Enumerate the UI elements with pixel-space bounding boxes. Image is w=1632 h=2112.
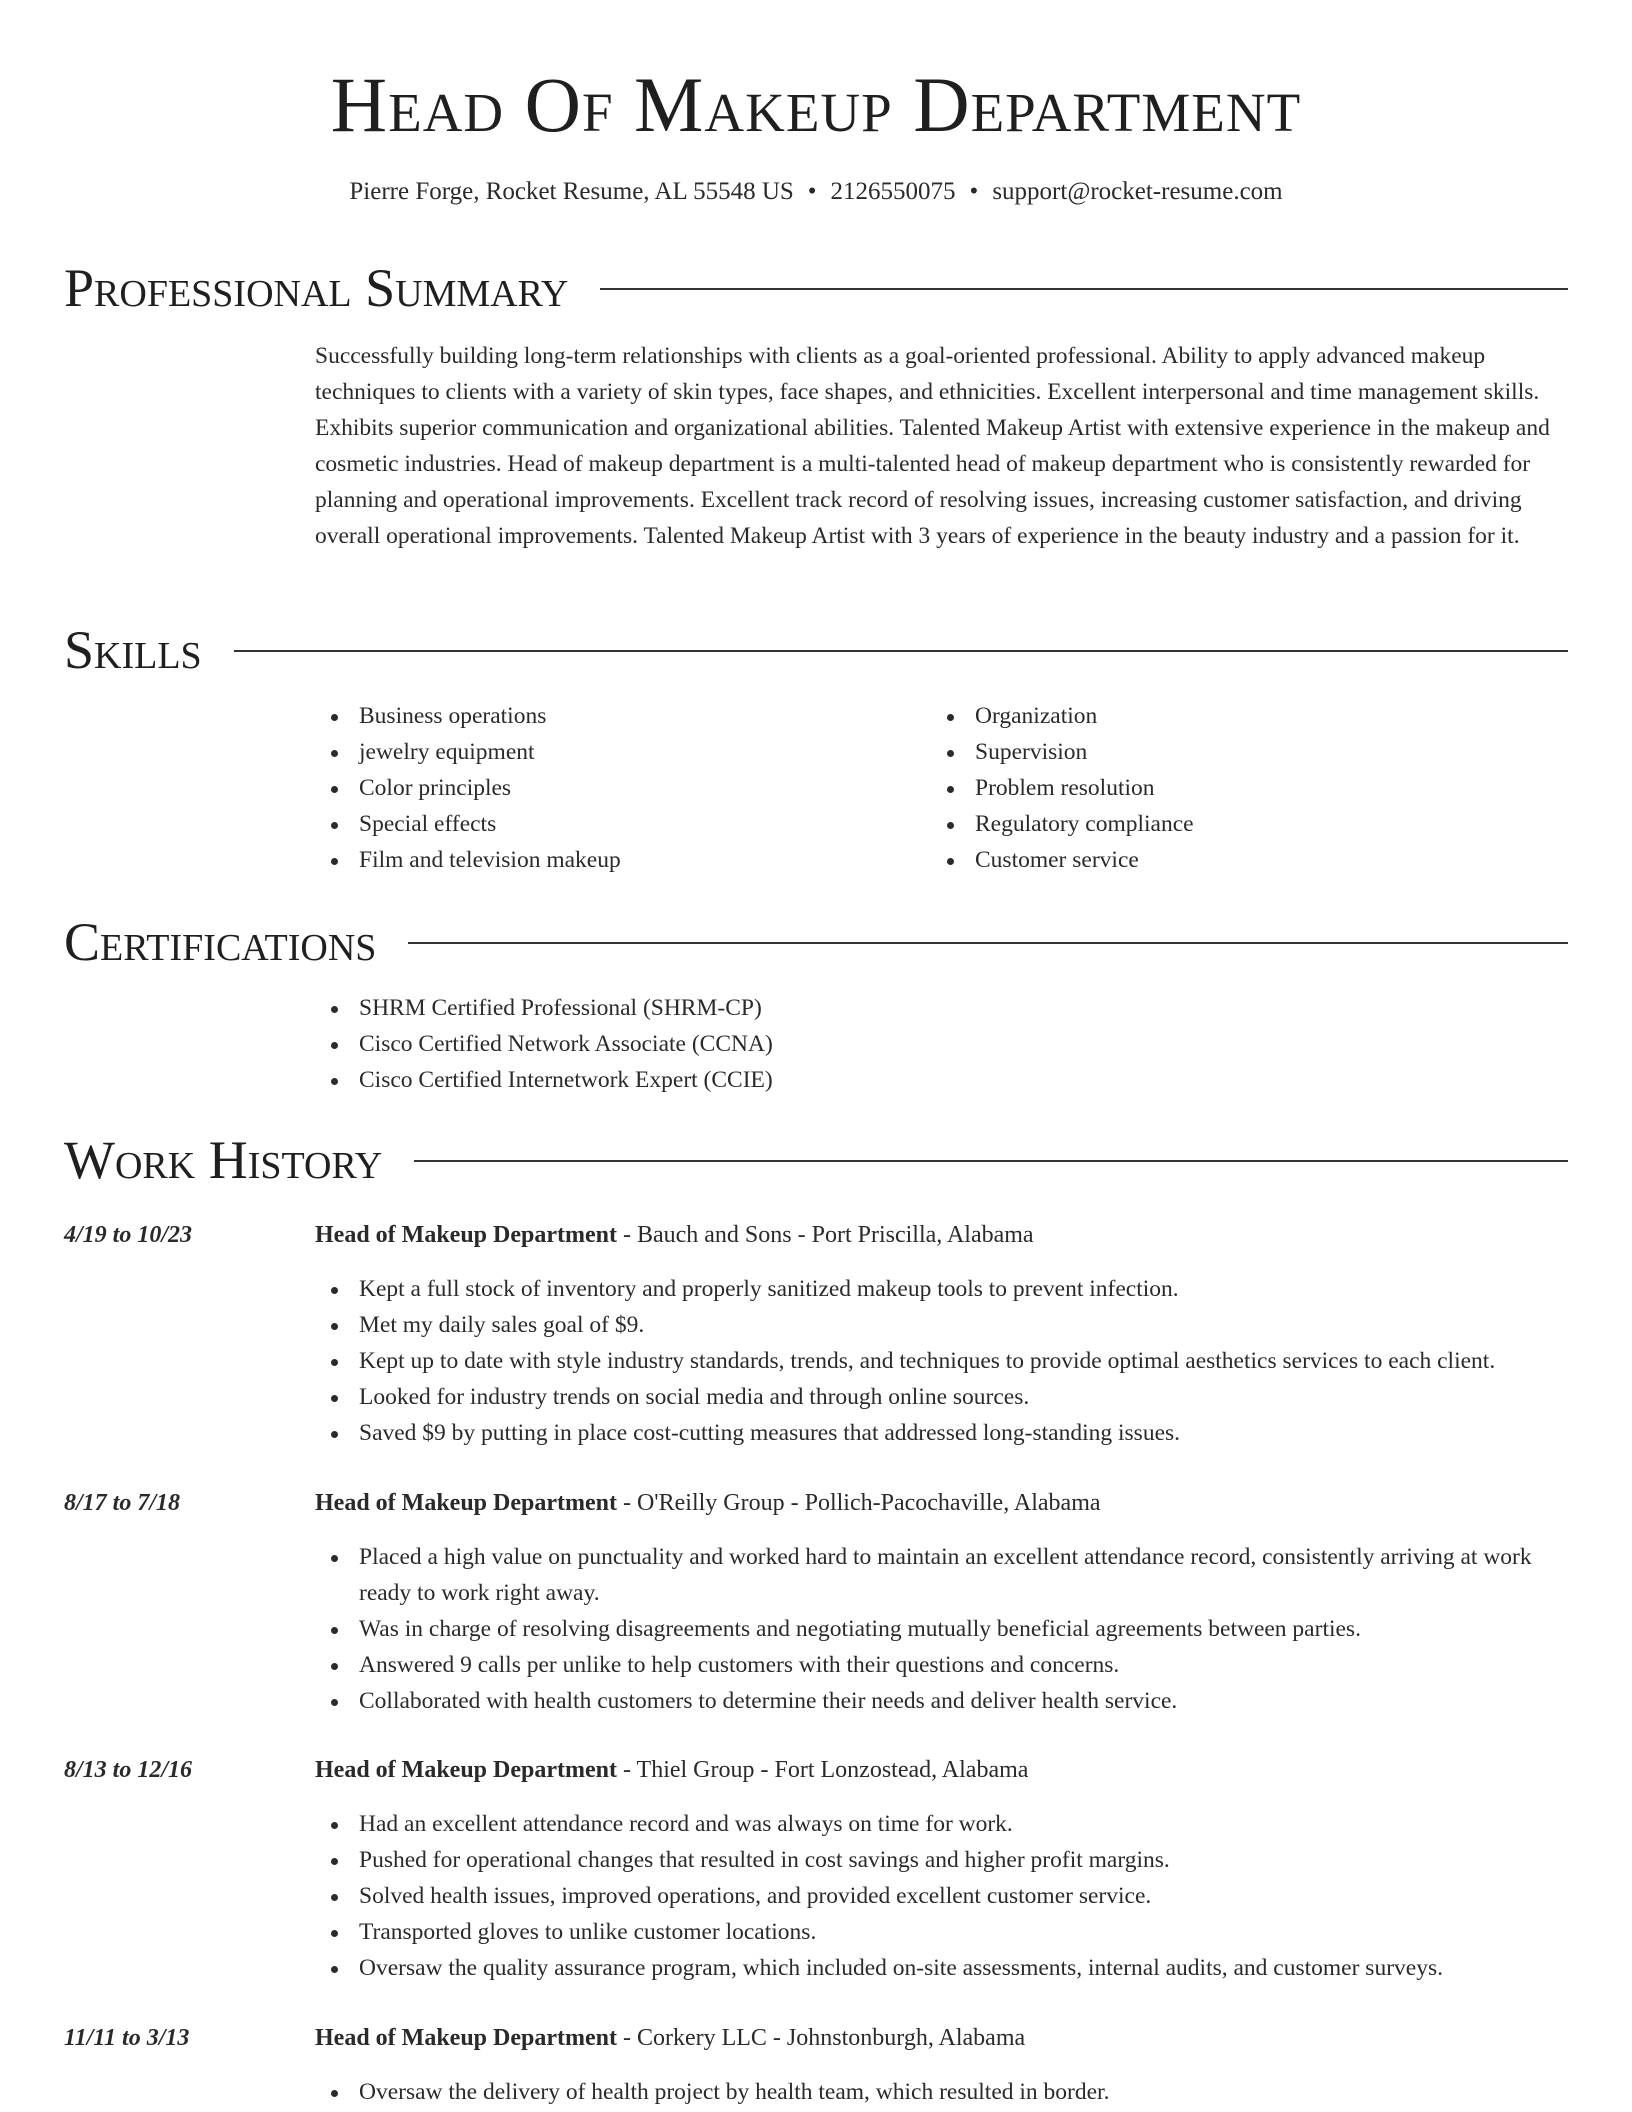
job-bullet: Kept up to date with style industry standards, trends, and techniques to provide optimal aesthetics services to each client.: [315, 1343, 1568, 1379]
job-bullet: Solved health issues, improved operations, and provided excellent customer service.: [315, 1878, 1568, 1914]
skill-item: Color principles: [315, 770, 915, 806]
summary-text: Successfully building long-term relationships with clients as a goal-oriented professional. Ability to apply advanced makeup techniques to clients with a variety of skin types, face shapes, and ethnicities. Excellent interpersonal and time management skills. Exhibits superior communication and organizational abilities. Talented Makeup Artist with extensive experience in the makeup and cosmetic industries. Head of makeup department is a multi-talented head of makeup department who is consistently rewarded for planning and operational improvements. Excellent track record of resolving issues, increasing customer satisfaction, and driving overall operational improvements. Talented Makeup Artist with 3 years of experience in the beauty industry and a passion for it.: [315, 343, 1550, 549]
contact-email: support@rocket-resume.com: [992, 178, 1283, 205]
job-bullet: Transported gloves to unlike customer locations.: [315, 1914, 1568, 1950]
skills-section-header: [64, 620, 1568, 680]
section-divider: [234, 650, 1568, 652]
skill-item: Film and television makeup: [315, 842, 915, 878]
job-dates: 11/11 to 3/13: [64, 2025, 190, 2051]
skill-item: Organization: [931, 698, 1531, 734]
certification-item: SHRM Certified Professional (SHRM-CP): [315, 990, 1515, 1026]
job-dates: 8/17 to 7/18: [64, 1490, 181, 1516]
contact-address: Pierre Forge, Rocket Resume, AL 55548 US: [349, 178, 794, 205]
skill-item: Problem resolution: [931, 770, 1531, 806]
resume-title: Head Of Makeup Department: [330, 61, 1302, 148]
skills-section-title: Skills: [64, 620, 202, 680]
contact-line: [64, 175, 1568, 209]
job-bullets: [315, 1539, 1568, 1719]
certification-item: Cisco Certified Network Associate (CCNA): [315, 1026, 1515, 1062]
contact-phone: 2126550075: [830, 178, 956, 205]
job-company: - Corkery LLC - Johnstonburgh, Alabama: [616, 2025, 1026, 2051]
job-bullet: Answered 9 calls per unlike to help customers with their questions and concerns.: [315, 1647, 1568, 1683]
skill-item: Supervision: [931, 734, 1531, 770]
certifications-section-title: Certifications: [64, 912, 377, 972]
job-bullet: Was in charge of resolving disagreements and negotiating mutually beneficial agreements between parties.: [315, 1611, 1568, 1647]
job-header: [315, 2020, 1025, 2056]
skill-item: Customer service: [931, 842, 1531, 878]
job-bullet: Met my daily sales goal of $9.: [315, 1307, 1568, 1343]
job-header: [315, 1485, 1101, 1521]
job-role: Head of Makeup Department: [315, 1757, 617, 1783]
job-bullet: Looked for industry trends on social media and through online sources.: [315, 1379, 1568, 1415]
section-divider: [414, 1160, 1568, 1162]
job-role: Head of Makeup Department: [315, 2025, 617, 2051]
skills-list-right: [931, 698, 1531, 878]
skills-list-left: [315, 698, 915, 878]
certifications-list: [315, 990, 1515, 1098]
job-role: Head of Makeup Department: [315, 1490, 617, 1516]
job-bullets: [315, 1806, 1568, 1986]
contact-separator: •: [807, 178, 817, 205]
summary-section-title: Professional Summary: [64, 258, 569, 318]
job-bullet: Placed a high value on punctuality and worked hard to maintain an excellent attendance record, consistently arriving at work ready to work right away.: [315, 1539, 1568, 1611]
job-bullet: Saved $9 by putting in place cost-cutting measures that addressed long-standing issues.: [315, 1415, 1568, 1451]
job-dates: 8/13 to 12/16: [64, 1757, 193, 1783]
job-bullets: [315, 1271, 1568, 1451]
summary-section-header: [64, 258, 1568, 318]
job-bullet: Oversaw the delivery of health project by health team, which resulted in border.: [315, 2074, 1568, 2110]
job-role: Head of Makeup Department: [315, 1222, 617, 1248]
job-bullet: Oversaw the quality assurance program, which included on-site assessments, internal audits, and customer surveys.: [315, 1950, 1568, 1986]
job-bullet: Had an excellent attendance record and was always on time for work.: [315, 1806, 1568, 1842]
job-header: [315, 1217, 1034, 1253]
job-header: [315, 1752, 1028, 1788]
job-dates: 4/19 to 10/23: [64, 1222, 193, 1248]
skill-item: Regulatory compliance: [931, 806, 1531, 842]
work-history-section-title: Work History: [64, 1130, 383, 1190]
work-history-section-header: [64, 1130, 1568, 1190]
job-bullet: Pushed for operational changes that resulted in cost savings and higher profit margins.: [315, 1842, 1568, 1878]
certifications-section-header: [64, 912, 1568, 972]
contact-separator: •: [969, 178, 979, 205]
certification-item: Cisco Certified Internetwork Expert (CCIE): [315, 1062, 1515, 1098]
skill-item: Business operations: [315, 698, 915, 734]
job-bullet: Collaborated with health customers to determine their needs and deliver health service.: [315, 1683, 1568, 1719]
section-divider: [600, 288, 1568, 290]
job-company: - Bauch and Sons - Port Priscilla, Alabama: [616, 1222, 1034, 1248]
job-company: - O'Reilly Group - Pollich-Pacochaville, Alabama: [616, 1490, 1101, 1516]
section-divider: [408, 942, 1568, 944]
job-bullets: [315, 2074, 1568, 2110]
job-company: - Thiel Group - Fort Lonzostead, Alabama: [616, 1757, 1029, 1783]
skill-item: jewelry equipment: [315, 734, 915, 770]
job-bullet: Kept a full stock of inventory and properly sanitized makeup tools to prevent infection.: [315, 1271, 1568, 1307]
skill-item: Special effects: [315, 806, 915, 842]
